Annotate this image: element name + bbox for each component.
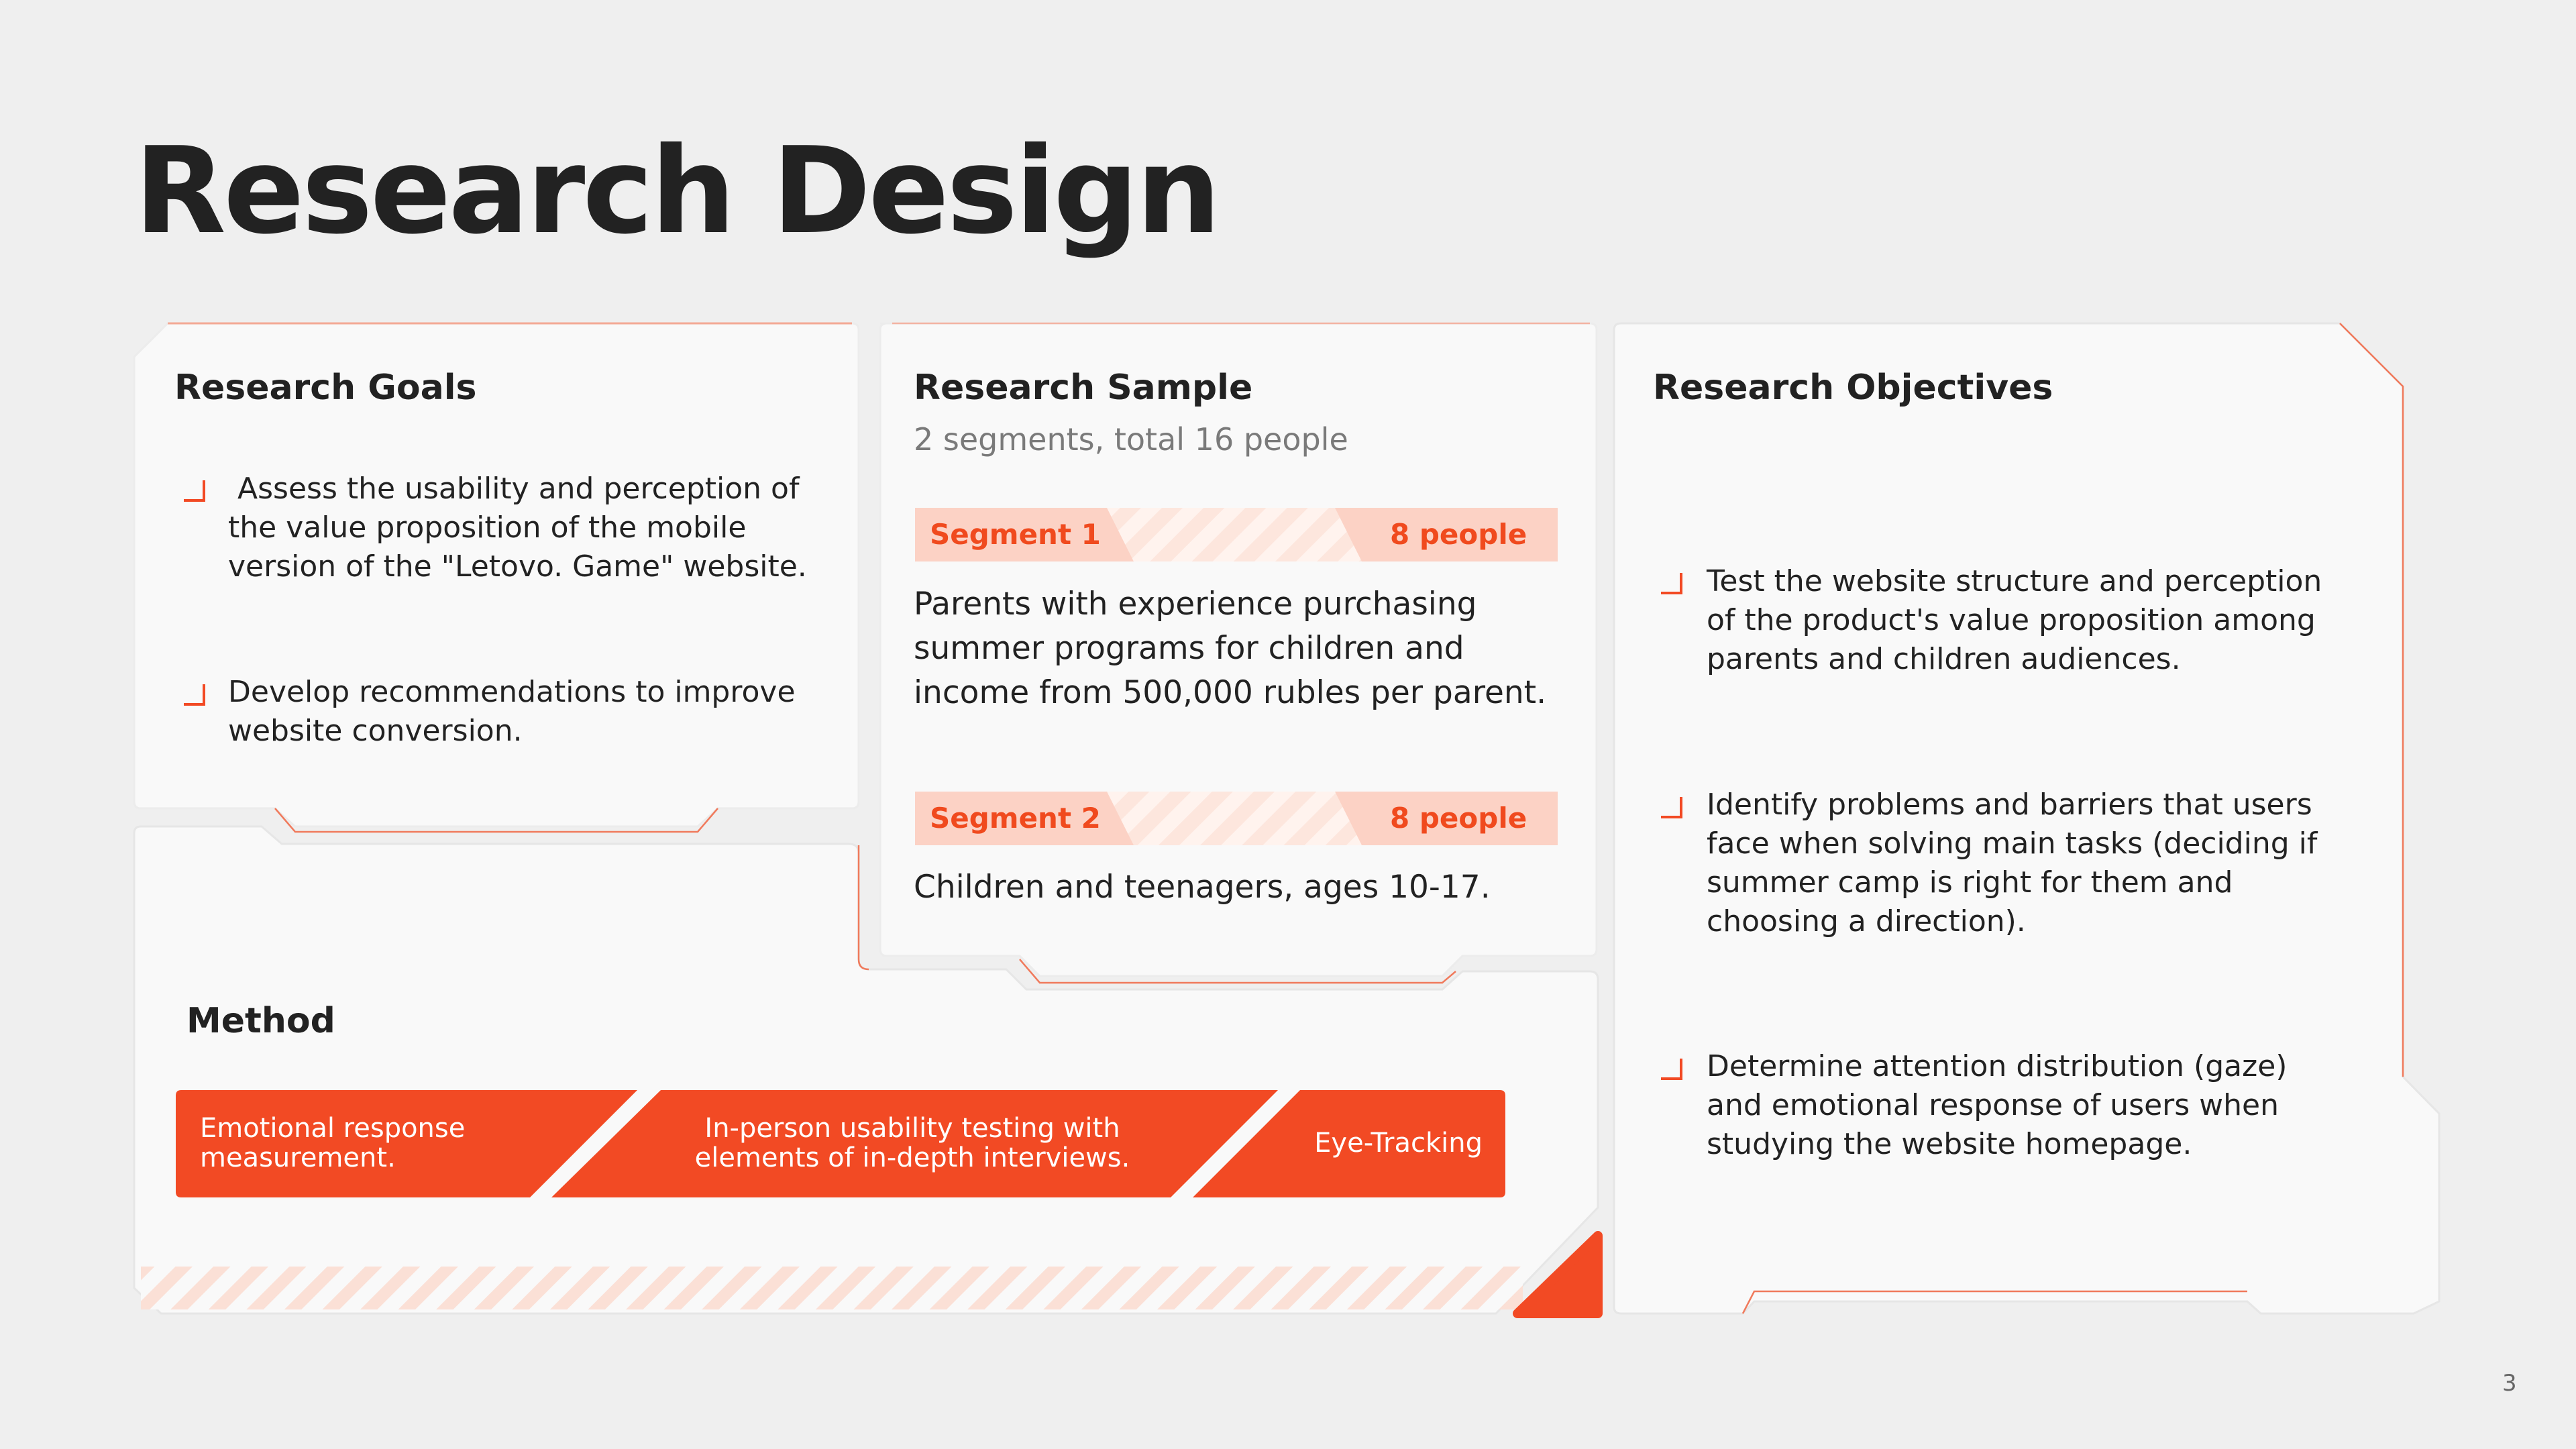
goal-2-marker-icon bbox=[181, 682, 205, 706]
objective-2-marker-icon bbox=[1658, 794, 1682, 818]
objective-3-marker-icon bbox=[1658, 1056, 1682, 1080]
method-heading: Method bbox=[186, 1001, 335, 1041]
sample-heading: Research Sample bbox=[914, 368, 1253, 408]
page-title: Research Design bbox=[134, 121, 1219, 260]
page-number: 3 bbox=[2502, 1370, 2517, 1397]
goal-1-text: Assess the usability and perception of the value proposition of the mobile version of the "Letovo. Game" website. bbox=[228, 472, 807, 584]
objective-1-text: Test the website structure and perception of the product's value proposition among parents and children audiences. bbox=[1707, 564, 2322, 676]
goal-2-text: Develop recommendations to improve website conversion. bbox=[228, 675, 796, 748]
method-item-1: Emotional response measurement. bbox=[200, 1113, 466, 1173]
sample-subtitle: 2 segments, total 16 people bbox=[914, 421, 1348, 458]
segment-1-description: Parents with experience purchasing summer programs for children and income from 500,000 rubles per parent. bbox=[914, 586, 1547, 711]
segment-2-label: Segment 2 bbox=[930, 802, 1101, 835]
objective-3-text: Determine attention distribution (gaze) and emotional response of users when studying the website homepage. bbox=[1707, 1049, 2288, 1161]
objective-2-text: Identify problems and barriers that users face when solving main tasks (deciding if summer camp is right for them and choosing a direction). bbox=[1707, 788, 2318, 938]
objective-1-marker-icon bbox=[1658, 570, 1682, 594]
goals-heading: Research Goals bbox=[174, 368, 477, 408]
segment-1-label: Segment 1 bbox=[930, 518, 1101, 551]
segment-2-description: Children and teenagers, ages 10-17. bbox=[914, 869, 1491, 906]
segment-1-count: 8 people bbox=[1390, 518, 1527, 551]
objectives-heading: Research Objectives bbox=[1653, 368, 2053, 408]
goal-1-marker-icon bbox=[181, 478, 205, 502]
method-item-2: In-person usability testing with elements of in-depth interviews. bbox=[694, 1113, 1130, 1173]
segment-2-count: 8 people bbox=[1390, 802, 1527, 835]
method-item-3: Eye-Tracking bbox=[1314, 1128, 1483, 1159]
method-stripes bbox=[141, 1267, 1523, 1309]
